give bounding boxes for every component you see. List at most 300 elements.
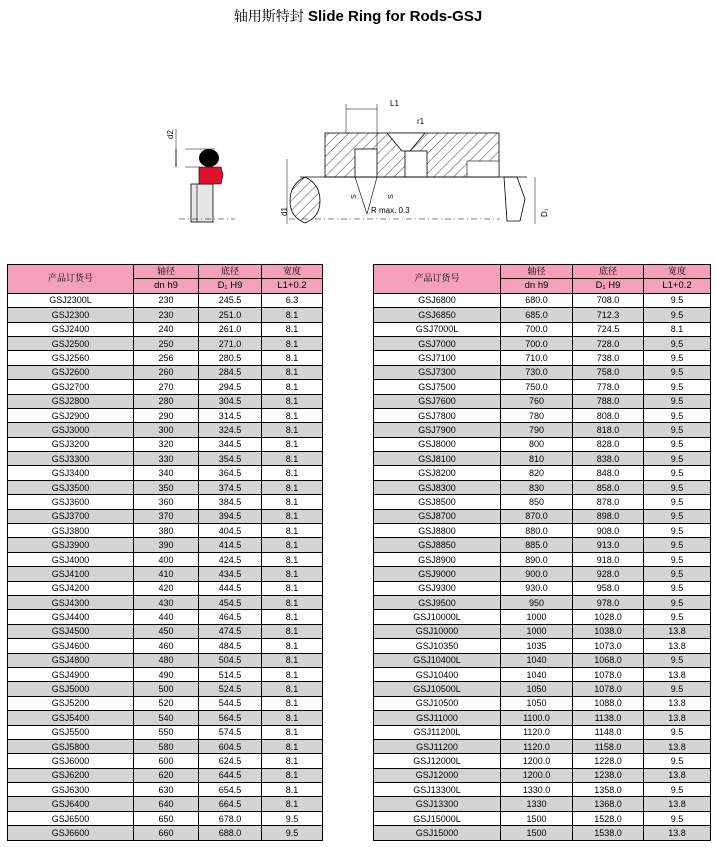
bore-diameter-cell: 324.5	[199, 423, 262, 437]
width-cell: 9.5	[644, 480, 711, 494]
width-cell: 9.5	[644, 293, 711, 307]
bore-diameter-cell: 908.0	[573, 524, 644, 538]
width-cell: 8.1	[262, 797, 323, 811]
table-row	[374, 567, 711, 581]
table-row	[374, 667, 711, 681]
order-code-cell: GSJ4900	[8, 667, 134, 681]
order-code-cell: GSJ8100	[374, 452, 501, 466]
bore-diameter-cell: 1148.0	[573, 725, 644, 739]
bore-diameter-cell: 1088.0	[573, 696, 644, 710]
shaft-diameter-cell: 460	[134, 639, 199, 653]
shaft-diameter-cell: 256	[134, 351, 199, 365]
width-cell: 9.5	[644, 610, 711, 624]
bore-diameter-cell: 544.5	[199, 696, 262, 710]
bore-diameter-cell: 384.5	[199, 495, 262, 509]
bore-diameter-cell: 898.0	[573, 509, 644, 523]
width-cell: 8.1	[262, 394, 323, 408]
width-cell: 8.1	[262, 552, 323, 566]
bore-diameter-cell: 424.5	[199, 552, 262, 566]
width-cell: 8.1	[262, 408, 323, 422]
order-code-cell: GSJ3600	[8, 495, 134, 509]
shaft-diameter-cell: 550	[134, 725, 199, 739]
shaft-diameter-cell: 780	[501, 408, 573, 422]
bore-diameter-cell: 280.5	[199, 351, 262, 365]
shaft-diameter-cell: 1100.0	[501, 711, 573, 725]
table-row	[8, 811, 323, 825]
shaft-diameter-cell: 350	[134, 480, 199, 494]
bore-diameter-cell: 304.5	[199, 394, 262, 408]
order-code-cell: GSJ15000L	[374, 811, 501, 825]
order-code-cell: GSJ2300L	[8, 293, 134, 307]
width-cell: 9.5	[644, 452, 711, 466]
order-code-cell: GSJ8800	[374, 524, 501, 538]
order-code-cell: GSJ10400L	[374, 653, 501, 667]
bore-diameter-cell: 644.5	[199, 768, 262, 782]
order-code-cell: GSJ13300L	[374, 783, 501, 797]
bore-diameter-cell: 271.0	[199, 336, 262, 350]
table-row	[8, 624, 323, 638]
width-cell: 8.1	[262, 466, 323, 480]
table-row	[8, 336, 323, 350]
width-cell: 8.1	[262, 480, 323, 494]
order-code-cell: GSJ4400	[8, 610, 134, 624]
shaft-diameter-cell: 230	[134, 293, 199, 307]
shaft-diameter-cell: 240	[134, 322, 199, 336]
width-cell: 8.1	[262, 365, 323, 379]
shaft-diameter-cell: 810	[501, 452, 573, 466]
shaft-diameter-cell: 1035	[501, 639, 573, 653]
shaft-diameter-cell: 630	[134, 783, 199, 797]
order-code-cell: GSJ7800	[374, 408, 501, 422]
order-code-cell: GSJ6000	[8, 754, 134, 768]
width-cell: 13.8	[644, 768, 711, 782]
table-row	[8, 552, 323, 566]
order-code-cell: GSJ4000	[8, 552, 134, 566]
shaft-diameter-cell: 890.0	[501, 552, 573, 566]
width-cell: 8.1	[262, 380, 323, 394]
seal-detail-view	[166, 129, 235, 222]
table-row	[374, 725, 711, 739]
table-row	[8, 653, 323, 667]
bore-diameter-cell: 251.0	[199, 308, 262, 322]
table-row	[8, 351, 323, 365]
bore-diameter-cell: 678.0	[199, 811, 262, 825]
width-cell: 9.5	[644, 380, 711, 394]
shaft-diameter-cell: 1500	[501, 811, 573, 825]
table-row	[374, 380, 711, 394]
table-row	[374, 653, 711, 667]
bore-diameter-cell: 712.3	[573, 308, 644, 322]
table-row	[374, 351, 711, 365]
shaft-diameter-cell: 390	[134, 538, 199, 552]
shaft-diameter-cell: 1120.0	[501, 725, 573, 739]
bore-diameter-cell: 364.5	[199, 466, 262, 480]
bore-diameter-cell: 474.5	[199, 624, 262, 638]
shaft-diameter-cell: 480	[134, 653, 199, 667]
shaft-diameter-cell: 340	[134, 466, 199, 480]
shaft-diameter-cell: 870.0	[501, 509, 573, 523]
bore-diameter-cell: 664.5	[199, 797, 262, 811]
bore-diameter-cell: 1073.0	[573, 639, 644, 653]
shaft-diameter-cell: 790	[501, 423, 573, 437]
table-row	[8, 581, 323, 595]
shaft-diameter-cell: 400	[134, 552, 199, 566]
width-cell: 9.5	[644, 538, 711, 552]
order-code-cell: GSJ4100	[8, 567, 134, 581]
bore-diameter-cell: 1528.0	[573, 811, 644, 825]
groove-assembly-view	[280, 99, 549, 224]
order-code-cell: GSJ5500	[8, 725, 134, 739]
bore-diameter-cell: 374.5	[199, 480, 262, 494]
table-row	[8, 567, 323, 581]
shaft-diameter-cell: 290	[134, 408, 199, 422]
width-cell: 8.1	[262, 624, 323, 638]
order-code-cell: GSJ12000L	[374, 754, 501, 768]
table-row	[374, 581, 711, 595]
order-code-cell: GSJ9000	[374, 567, 501, 581]
width-cell: 8.1	[262, 653, 323, 667]
width-cell: 8.1	[262, 452, 323, 466]
shaft-diameter-cell: 540	[134, 711, 199, 725]
bore-diameter-cell: 314.5	[199, 408, 262, 422]
table-row	[8, 408, 323, 422]
shaft-diameter-cell: 950	[501, 595, 573, 609]
table-row	[374, 495, 711, 509]
order-code-cell: GSJ7600	[374, 394, 501, 408]
shaft-diameter-cell: 700.0	[501, 336, 573, 350]
order-code-cell: GSJ3200	[8, 437, 134, 451]
shaft-diameter-cell: 700.0	[501, 322, 573, 336]
order-code-cell: GSJ10400	[374, 667, 501, 681]
shaft-diameter-cell: 650	[134, 811, 199, 825]
order-code-cell: GSJ4800	[8, 653, 134, 667]
bore-diameter-cell: 1538.0	[573, 826, 644, 840]
header-shaft: 轴径	[134, 265, 199, 279]
bore-diameter-cell: 918.0	[573, 552, 644, 566]
bore-diameter-cell: 454.5	[199, 595, 262, 609]
width-cell: 8.1	[262, 725, 323, 739]
table-row	[374, 423, 711, 437]
width-cell: 9.5	[644, 408, 711, 422]
bore-diameter-cell: 1068.0	[573, 653, 644, 667]
bore-diameter-cell: 828.0	[573, 437, 644, 451]
order-code-cell: GSJ3800	[8, 524, 134, 538]
bore-diameter-cell: 978.0	[573, 595, 644, 609]
table-row	[8, 538, 323, 552]
table-row	[8, 524, 323, 538]
bore-diameter-cell: 1038.0	[573, 624, 644, 638]
slide-ring-section	[199, 167, 223, 184]
bore-diameter-cell: 624.5	[199, 754, 262, 768]
order-code-cell: GSJ4600	[8, 639, 134, 653]
table-row	[374, 480, 711, 494]
width-cell: 8.1	[262, 667, 323, 681]
shaft-diameter-cell: 360	[134, 495, 199, 509]
table-row	[8, 797, 323, 811]
table-row	[8, 696, 323, 710]
order-code-cell: GSJ2500	[8, 336, 134, 350]
bore-diameter-cell: 404.5	[199, 524, 262, 538]
table-row	[8, 394, 323, 408]
width-cell: 8.1	[262, 595, 323, 609]
shaft-diameter-cell: 370	[134, 509, 199, 523]
bore-diameter-cell: 878.0	[573, 495, 644, 509]
shaft-diameter-cell: 730.0	[501, 365, 573, 379]
bore-diameter-cell: 654.5	[199, 783, 262, 797]
header-bore: 底径	[199, 265, 262, 279]
bore-diameter-cell: 778.0	[573, 380, 644, 394]
table-row	[8, 682, 323, 696]
order-code-cell: GSJ7100	[374, 351, 501, 365]
header-shaft-tol: dn h9	[501, 279, 573, 293]
order-code-cell: GSJ8200	[374, 466, 501, 480]
bore-diameter-cell: 284.5	[199, 365, 262, 379]
width-cell: 9.5	[644, 394, 711, 408]
table-row	[8, 293, 323, 307]
table-row	[374, 783, 711, 797]
technical-drawing	[155, 89, 555, 245]
bore-diameter-cell: 514.5	[199, 667, 262, 681]
table-row	[374, 538, 711, 552]
table-row	[8, 509, 323, 523]
order-code-cell: GSJ6400	[8, 797, 134, 811]
table-row	[8, 725, 323, 739]
shaft-diameter-cell: 250	[134, 336, 199, 350]
table-row	[374, 509, 711, 523]
label-D1: D₁	[540, 208, 549, 217]
order-code-cell: GSJ5800	[8, 739, 134, 753]
width-cell: 9.5	[644, 524, 711, 538]
table-row	[374, 811, 711, 825]
bore-diameter-cell: 848.0	[573, 466, 644, 480]
header-shaft: 轴径	[501, 265, 573, 279]
bore-diameter-cell: 564.5	[199, 711, 262, 725]
width-cell: 9.5	[644, 811, 711, 825]
shaft-diameter-cell: 580	[134, 739, 199, 753]
order-code-cell: GSJ11200L	[374, 725, 501, 739]
table-row	[374, 711, 711, 725]
width-cell: 9.5	[644, 466, 711, 480]
right-table-body	[374, 293, 711, 840]
width-cell: 8.1	[262, 639, 323, 653]
table-row	[374, 322, 711, 336]
width-cell: 8.1	[262, 739, 323, 753]
header-order-code: 产品订货号	[374, 265, 501, 294]
table-row	[374, 768, 711, 782]
header-bore-tol: D₁ H9	[199, 279, 262, 293]
width-cell: 9.5	[644, 567, 711, 581]
bore-diameter-cell: 738.0	[573, 351, 644, 365]
order-code-cell: GSJ10000	[374, 624, 501, 638]
shaft-diameter-cell: 1500	[501, 826, 573, 840]
bore-diameter-cell: 464.5	[199, 610, 262, 624]
order-code-cell: GSJ3300	[8, 452, 134, 466]
label-l1: L1	[390, 99, 399, 108]
table-row	[8, 826, 323, 840]
bore-diameter-cell: 1158.0	[573, 739, 644, 753]
width-cell: 9.5	[644, 365, 711, 379]
width-cell: 6.3	[262, 293, 323, 307]
label-d2: d2	[166, 130, 175, 139]
order-code-cell: GSJ12000	[374, 768, 501, 782]
bore-diameter-cell: 858.0	[573, 480, 644, 494]
width-cell: 9.5	[644, 581, 711, 595]
shaft-diameter-cell: 685.0	[501, 308, 573, 322]
bore-diameter-cell: 354.5	[199, 452, 262, 466]
width-cell: 8.1	[262, 495, 323, 509]
title-chinese: 轴用斯特封	[233, 9, 304, 25]
order-code-cell: GSJ6200	[8, 768, 134, 782]
shaft-diameter-cell: 450	[134, 624, 199, 638]
width-cell: 8.1	[262, 754, 323, 768]
table-row	[8, 322, 323, 336]
table-row	[374, 293, 711, 307]
width-cell: 8.1	[262, 437, 323, 451]
order-code-cell: GSJ8900	[374, 552, 501, 566]
table-row	[8, 380, 323, 394]
order-code-cell: GSJ2560	[8, 351, 134, 365]
header-width-tol: L1+0.2	[644, 279, 711, 293]
bore-diameter-cell: 758.0	[573, 365, 644, 379]
table-row	[8, 466, 323, 480]
table-row	[8, 423, 323, 437]
shaft-diameter-cell: 850	[501, 495, 573, 509]
order-code-cell: GSJ8850	[374, 538, 501, 552]
table-row	[8, 711, 323, 725]
width-cell: 9.5	[644, 351, 711, 365]
bore-diameter-cell: 808.0	[573, 408, 644, 422]
header-width: 宽度	[262, 265, 323, 279]
bore-diameter-cell: 504.5	[199, 653, 262, 667]
shaft-diameter-cell: 490	[134, 667, 199, 681]
shaft-diameter-cell: 760	[501, 394, 573, 408]
shaft-diameter-cell: 420	[134, 581, 199, 595]
order-code-cell: GSJ2800	[8, 394, 134, 408]
order-code-cell: GSJ8300	[374, 480, 501, 494]
shaft-diameter-cell: 1000	[501, 624, 573, 638]
table-row	[374, 595, 711, 609]
seal-section-drawing	[155, 89, 555, 245]
table-row	[374, 365, 711, 379]
bore-diameter-cell: 524.5	[199, 682, 262, 696]
width-cell: 13.8	[644, 667, 711, 681]
order-code-cell: GSJ5400	[8, 711, 134, 725]
spec-table-right	[373, 264, 711, 841]
order-code-cell: GSJ2600	[8, 365, 134, 379]
order-code-cell: GSJ7300	[374, 365, 501, 379]
shaft-diameter-cell: 380	[134, 524, 199, 538]
label-r1: r1	[417, 117, 425, 126]
shaft-diameter-cell: 680.0	[501, 293, 573, 307]
shaft-diameter-cell: 710.0	[501, 351, 573, 365]
bore-diameter-cell: 724.5	[573, 322, 644, 336]
table-row	[8, 610, 323, 624]
table-row	[8, 768, 323, 782]
bore-diameter-cell: 245.5	[199, 293, 262, 307]
width-cell: 9.5	[644, 495, 711, 509]
shaft-diameter-cell: 620	[134, 768, 199, 782]
header-width: 宽度	[644, 265, 711, 279]
bore-diameter-cell: 688.0	[199, 826, 262, 840]
bore-diameter-cell: 261.0	[199, 322, 262, 336]
order-code-cell: GSJ6850	[374, 308, 501, 322]
order-code-cell: GSJ7500	[374, 380, 501, 394]
order-code-cell: GSJ11200	[374, 739, 501, 753]
order-code-cell: GSJ2900	[8, 408, 134, 422]
shaft-diameter-cell: 1040	[501, 653, 573, 667]
table-row	[374, 739, 711, 753]
header-order-code: 产品订货号	[8, 265, 134, 294]
bore-diameter-cell: 294.5	[199, 380, 262, 394]
width-cell: 9.5	[644, 336, 711, 350]
width-cell: 13.8	[644, 624, 711, 638]
bore-diameter-cell: 1368.0	[573, 797, 644, 811]
shaft-diameter-cell: 1330	[501, 797, 573, 811]
shaft-diameter-cell: 1200.0	[501, 768, 573, 782]
width-cell: 13.8	[644, 696, 711, 710]
header-bore-tol: D₁ H9	[573, 279, 644, 293]
order-code-cell: GSJ6300	[8, 783, 134, 797]
label-s-left: S	[351, 194, 358, 199]
bore-diameter-cell: 958.0	[573, 581, 644, 595]
shaft-diameter-cell: 1120.0	[501, 739, 573, 753]
width-cell: 8.1	[262, 336, 323, 350]
width-cell: 9.5	[644, 509, 711, 523]
order-code-cell: GSJ2300	[8, 308, 134, 322]
width-cell: 8.1	[262, 682, 323, 696]
order-code-cell: GSJ10350	[374, 639, 501, 653]
table-row	[374, 696, 711, 710]
shaft-diameter-cell: 320	[134, 437, 199, 451]
bore-diameter-cell: 1228.0	[573, 754, 644, 768]
width-cell: 8.1	[262, 783, 323, 797]
header-width-tol: L1+0.2	[262, 279, 323, 293]
bore-diameter-cell: 434.5	[199, 567, 262, 581]
table-row	[8, 739, 323, 753]
width-cell: 8.1	[262, 610, 323, 624]
bore-diameter-cell: 414.5	[199, 538, 262, 552]
width-cell: 13.8	[644, 711, 711, 725]
order-code-cell: GSJ2400	[8, 322, 134, 336]
page-title	[0, 7, 716, 27]
shaft-diameter-cell: 1050	[501, 696, 573, 710]
table-row	[374, 826, 711, 840]
bore-diameter-cell: 818.0	[573, 423, 644, 437]
bore-diameter-cell: 604.5	[199, 739, 262, 753]
table-row	[374, 452, 711, 466]
table-row	[374, 797, 711, 811]
shaft-diameter-cell: 260	[134, 365, 199, 379]
width-cell: 9.5	[644, 595, 711, 609]
shaft-diameter-cell: 270	[134, 380, 199, 394]
bore-diameter-cell: 708.0	[573, 293, 644, 307]
shaft-diameter-cell: 440	[134, 610, 199, 624]
bore-diameter-cell: 728.0	[573, 336, 644, 350]
order-code-cell: GSJ7000	[374, 336, 501, 350]
shaft-diameter-cell: 660	[134, 826, 199, 840]
width-cell: 9.5	[644, 308, 711, 322]
order-code-cell: GSJ9500	[374, 595, 501, 609]
width-cell: 9.5	[644, 423, 711, 437]
order-code-cell: GSJ5200	[8, 696, 134, 710]
order-code-cell: GSJ3900	[8, 538, 134, 552]
bore-diameter-cell: 928.0	[573, 567, 644, 581]
table-row	[374, 408, 711, 422]
shaft-diameter-cell: 1200.0	[501, 754, 573, 768]
table-row	[374, 624, 711, 638]
table-row	[374, 552, 711, 566]
width-cell: 13.8	[644, 639, 711, 653]
